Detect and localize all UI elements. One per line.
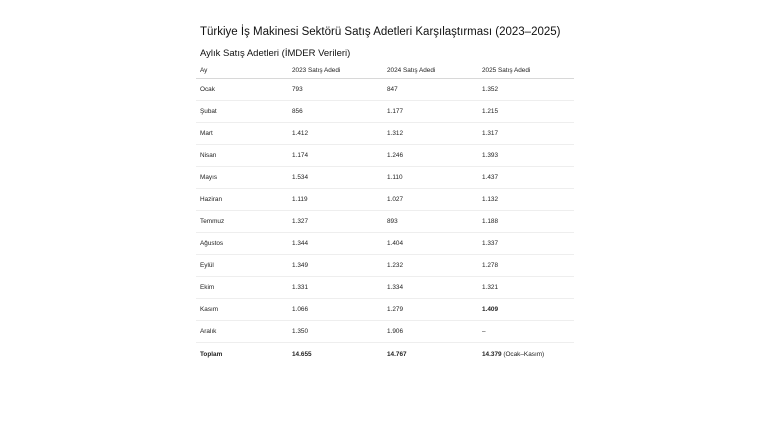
- value-2025-cell: 1.132: [478, 189, 574, 211]
- value-2023-cell: 1.119: [288, 189, 383, 211]
- total-label: Toplam: [200, 350, 223, 358]
- total-2024: 14.767: [387, 350, 407, 358]
- value-2025-cell: 1.437: [478, 167, 574, 189]
- table-subtitle: Aylık Satış Adetleri (İMDER Verileri): [200, 48, 351, 59]
- month-cell: Aralık: [196, 321, 288, 343]
- total-2025: 14.379: [482, 350, 502, 358]
- month-cell: Nisan: [196, 145, 288, 167]
- month-cell: Mart: [196, 123, 288, 145]
- value-2023-cell: 1.349: [288, 255, 383, 277]
- value-2024-cell: 893: [383, 211, 478, 233]
- value-2024-cell: 1.279: [383, 299, 478, 321]
- sales-table: [196, 62, 574, 365]
- value-2024-cell: 1.906: [383, 321, 478, 343]
- header-2025: 2025 Satış Adedi: [478, 62, 574, 79]
- value-2023-cell: 1.331: [288, 277, 383, 299]
- value-2024-cell: 1.110: [383, 167, 478, 189]
- value-2023-cell: 1.534: [288, 167, 383, 189]
- value-2024-cell: 1.177: [383, 101, 478, 123]
- value-2023-cell: 1.350: [288, 321, 383, 343]
- header-2024: 2024 Satış Adedi: [383, 62, 478, 79]
- table-row: [196, 189, 574, 211]
- header-month: Ay: [196, 62, 288, 79]
- month-cell: Haziran: [196, 189, 288, 211]
- value-2024-cell: 1.404: [383, 233, 478, 255]
- total-2023: 14.655: [292, 350, 312, 358]
- total-row: [196, 343, 574, 366]
- total-2025-note: (Ocak–Kasım): [503, 350, 545, 358]
- month-cell: Eylül: [196, 255, 288, 277]
- value-2023-cell: 1.327: [288, 211, 383, 233]
- table-row: [196, 233, 574, 255]
- value-2025-cell: 1.188: [478, 211, 574, 233]
- table-row: [196, 123, 574, 145]
- value-2025-cell: 1.278: [478, 255, 574, 277]
- page-title: Türkiye İş Makinesi Sektörü Satış Adetleri Karşılaştırması (2023–2025): [200, 26, 561, 38]
- table-row: [196, 299, 574, 321]
- month-cell: Ekim: [196, 277, 288, 299]
- total-2025-cell: [478, 343, 574, 366]
- value-2025-cell: 1.337: [478, 233, 574, 255]
- value-2024-cell: 847: [383, 79, 478, 101]
- value-2025-cell: 1.317: [478, 123, 574, 145]
- month-cell: Ocak: [196, 79, 288, 101]
- value-2025-cell: 1.393: [478, 145, 574, 167]
- month-cell: Temmuz: [196, 211, 288, 233]
- month-cell: Kasım: [196, 299, 288, 321]
- value-2025-cell: 1.352: [478, 79, 574, 101]
- value-2023-cell: 1.066: [288, 299, 383, 321]
- value-2023-cell: 1.412: [288, 123, 383, 145]
- value-2025-cell: –: [478, 321, 574, 343]
- table-row: [196, 255, 574, 277]
- value-2023-cell: 1.344: [288, 233, 383, 255]
- value-2025-cell: 1.321: [478, 277, 574, 299]
- table-row: [196, 101, 574, 123]
- month-cell: Şubat: [196, 101, 288, 123]
- value-2024-cell: 1.027: [383, 189, 478, 211]
- month-cell: Ağustos: [196, 233, 288, 255]
- value-2025-cell: 1.409: [478, 299, 574, 321]
- value-2025-cell: 1.215: [478, 101, 574, 123]
- value-2023-cell: 856: [288, 101, 383, 123]
- table-row: [196, 79, 574, 101]
- table-row: [196, 145, 574, 167]
- value-2024-cell: 1.334: [383, 277, 478, 299]
- value-2023-cell: 1.174: [288, 145, 383, 167]
- header-2023: 2023 Satış Adedi: [288, 62, 383, 79]
- month-cell: Mayıs: [196, 167, 288, 189]
- table-header-row: [196, 62, 574, 79]
- table-row: [196, 277, 574, 299]
- value-2024-cell: 1.312: [383, 123, 478, 145]
- value-2024-cell: 1.246: [383, 145, 478, 167]
- value-2024-cell: 1.232: [383, 255, 478, 277]
- table-row: [196, 167, 574, 189]
- table-row: [196, 321, 574, 343]
- table-row: [196, 211, 574, 233]
- value-2023-cell: 793: [288, 79, 383, 101]
